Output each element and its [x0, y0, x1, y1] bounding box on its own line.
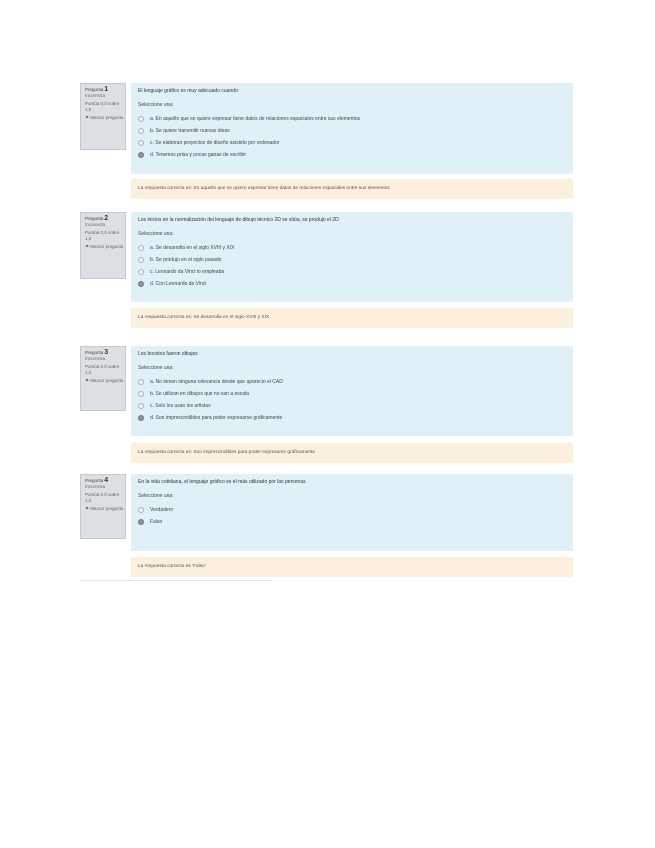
flag-icon: ⚑	[85, 378, 90, 384]
radio-button[interactable]	[138, 403, 144, 409]
question-info	[80, 212, 126, 279]
answer-options	[138, 504, 566, 528]
answer-option[interactable]: d. Son imprescindibles para poder expresarse gráficamente	[138, 412, 566, 424]
answer-option[interactable]: a. Se desarrolla en el siglo XVIII y XIX	[138, 242, 566, 254]
feedback-correct-answer: La respuesta correcta es 'Falso'	[131, 557, 573, 577]
answer-prompt: Seleccione una:	[138, 493, 174, 499]
radio-button[interactable]	[138, 391, 144, 397]
question-state: Incorrecta	[85, 92, 106, 98]
question-score: Puntúa 0,0 sobre 1,0	[85, 364, 120, 375]
answer-options	[138, 113, 566, 161]
radio-button[interactable]	[138, 507, 144, 513]
feedback-correct-answer: La respuesta correcta es: En aquello que se quiere expresar tiene datos de relaciones espaciales entre sus elementos	[131, 179, 573, 199]
radio-button[interactable]	[138, 245, 144, 251]
flag-icon: ⚑	[85, 506, 90, 512]
answer-option[interactable]: d. Tenemos prisa y pocas ganas de escribir	[138, 149, 566, 161]
radio-button[interactable]	[138, 379, 144, 385]
answer-option[interactable]: b. Se utilizan en dibujos que no van a escala	[138, 388, 566, 400]
answer-options	[138, 242, 566, 290]
radio-button-selected[interactable]	[138, 415, 144, 421]
answer-option[interactable]: Verdadero	[138, 504, 566, 516]
radio-button[interactable]	[138, 128, 144, 134]
question-score: Puntúa 0,0 sobre 1,0	[85, 101, 120, 112]
radio-button[interactable]	[138, 140, 144, 146]
question-number: Pregunta4	[85, 477, 109, 484]
answer-option[interactable]: Falso	[138, 516, 566, 528]
question-score: Puntúa 0,0 sobre 1,0	[85, 492, 120, 503]
question-text: Los bocetos fueron dibujos	[138, 351, 198, 357]
question-info	[80, 474, 126, 539]
flag-question-link[interactable]: ⚑ Marcar pregunta	[85, 506, 124, 512]
answer-options	[138, 376, 566, 424]
question-number: Pregunta1	[85, 86, 109, 93]
question-content	[131, 474, 573, 551]
question-text: El lenguaje gráfico es muy adecuado cuando:	[138, 88, 240, 94]
question-state: Incorrecta	[85, 355, 106, 361]
answer-option[interactable]: c. Leonardo da Vinci lo empleaba	[138, 266, 566, 278]
answer-prompt: Seleccione una:	[138, 102, 174, 108]
answer-option[interactable]: c. Se elaboran proyectos de diseño asistido por ordenador	[138, 137, 566, 149]
radio-button[interactable]	[138, 269, 144, 275]
feedback-correct-answer: La respuesta correcta es: Son imprescindibles para poder expresarse gráficamente	[131, 443, 573, 463]
answer-option[interactable]: c. Solo los usan los artistas	[138, 400, 566, 412]
question-info	[80, 346, 126, 411]
question-number: Pregunta2	[85, 215, 109, 222]
question-score: Puntúa 0,0 sobre 1,0	[85, 230, 120, 241]
flag-question-link[interactable]: ⚑ Marcar pregunta	[85, 378, 124, 384]
question-content	[131, 83, 573, 174]
question-state: Incorrecta	[85, 483, 106, 489]
question-state: Incorrecta	[85, 221, 106, 227]
question-text: Los inicios en la normalización del lenguaje de dibujo técnico 2D se sitúa, se produjo el 2D	[138, 217, 339, 223]
radio-button[interactable]	[138, 116, 144, 122]
question-content	[131, 346, 573, 436]
answer-option[interactable]: b. Se quiere transmitir nuevas ideas	[138, 125, 566, 137]
answer-prompt: Seleccione una:	[138, 231, 174, 237]
radio-button-selected[interactable]	[138, 281, 144, 287]
question-content	[131, 212, 573, 302]
feedback-correct-answer: La respuesta correcta es: Se desarrolla en el siglo XVIII y XIX	[131, 308, 573, 328]
flag-icon: ⚑	[85, 244, 90, 250]
flag-question-link[interactable]: ⚑ Marcar pregunta	[85, 115, 124, 121]
answer-option[interactable]: b. Se produjo en el siglo pasado	[138, 254, 566, 266]
divider	[80, 580, 273, 581]
flag-icon: ⚑	[85, 115, 90, 121]
flag-question-link[interactable]: ⚑ Marcar pregunta	[85, 244, 124, 250]
radio-button[interactable]	[138, 257, 144, 263]
question-text: En la vida cotidiana, el lenguaje gráfico es el más utilizado por las personas	[138, 479, 306, 485]
answer-option[interactable]: a. En aquello que se quiere expresar tiene datos de relaciones espaciales entre sus elementos	[138, 113, 566, 125]
radio-button-selected[interactable]	[138, 519, 144, 525]
radio-button-selected[interactable]	[138, 152, 144, 158]
answer-option[interactable]: a. No tienen ninguna relevancia desde que aparecio el CAD	[138, 376, 566, 388]
question-number: Pregunta3	[85, 349, 109, 356]
question-info	[80, 83, 126, 150]
answer-prompt: Seleccione una:	[138, 365, 174, 371]
answer-option[interactable]: d. Con Leonardo da Vinci	[138, 278, 566, 290]
